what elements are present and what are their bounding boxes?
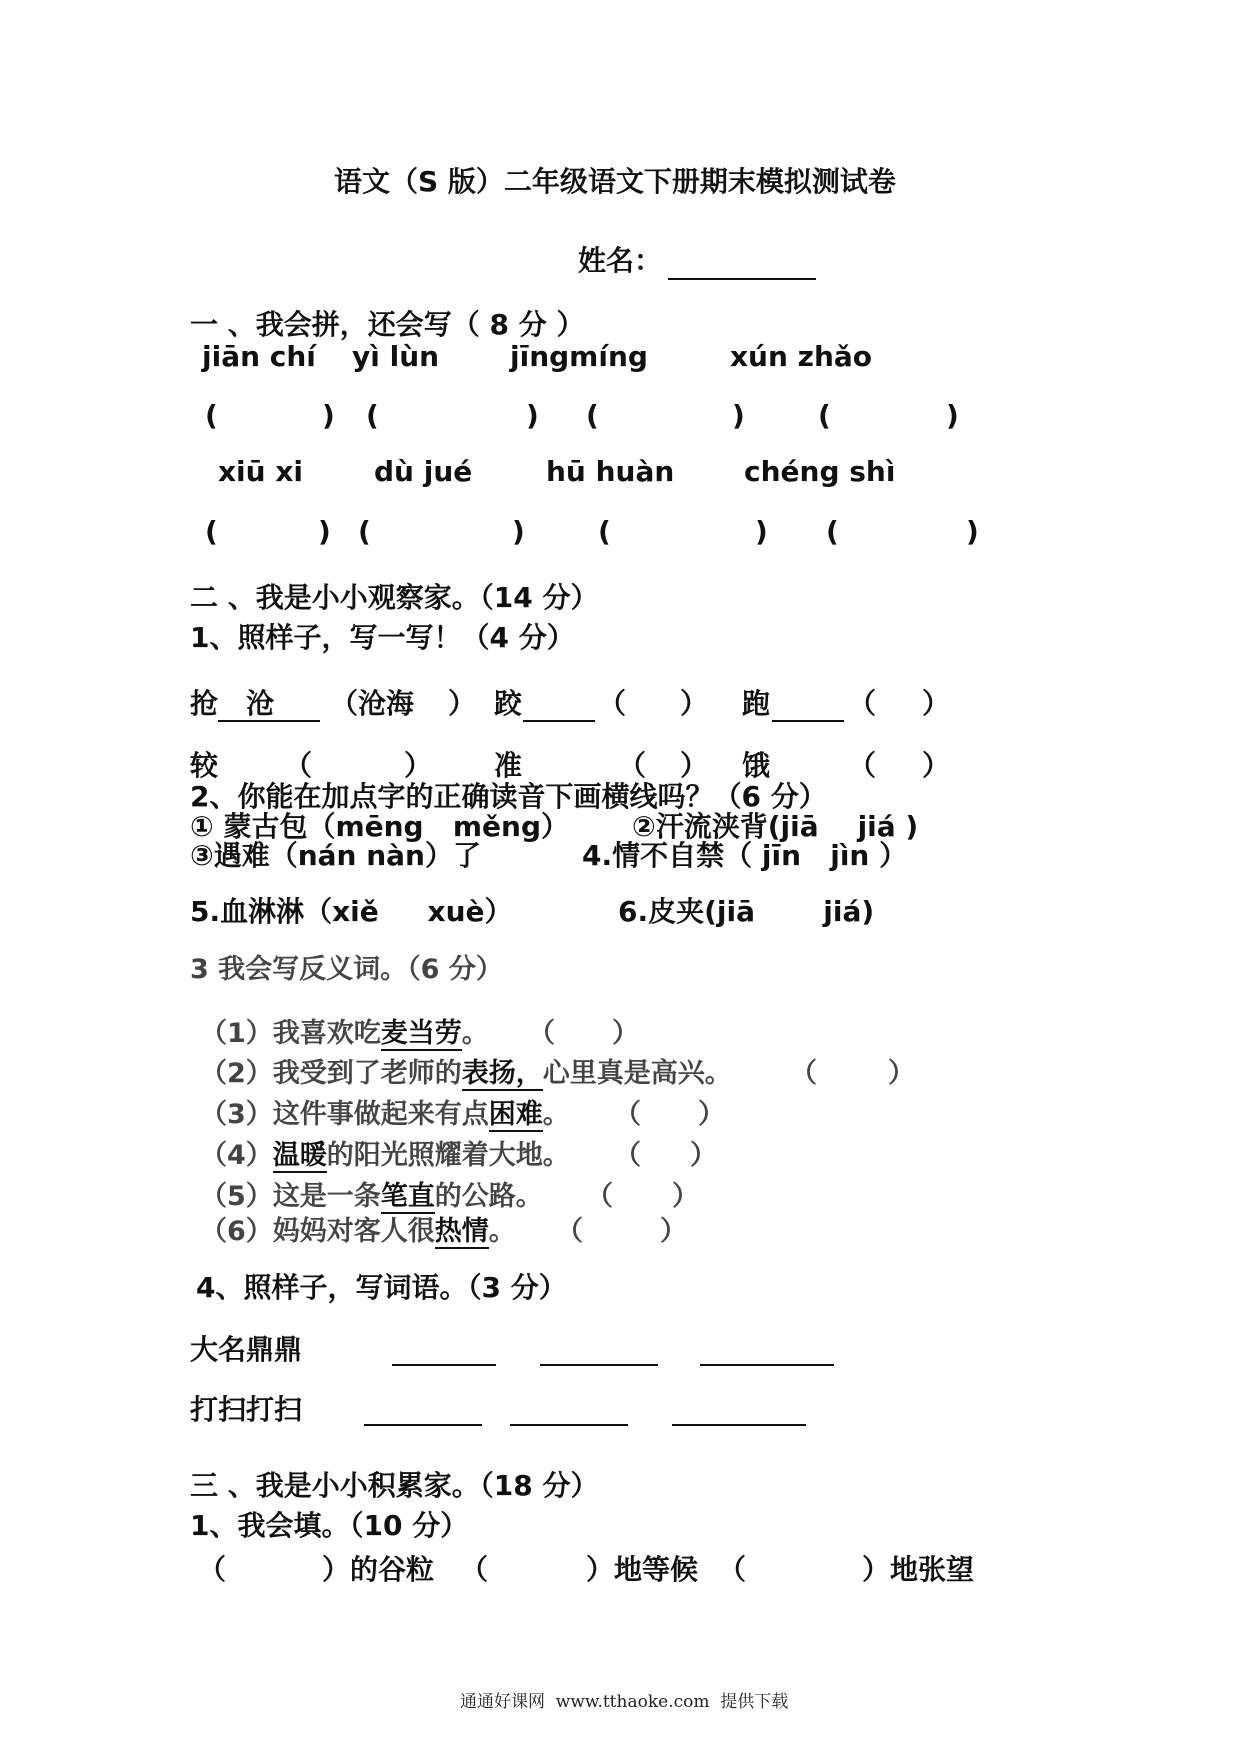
pinyin-item: jīngmíng (510, 340, 648, 373)
example-blank (218, 720, 320, 722)
answer-paren-close: ） (690, 1140, 717, 1171)
answer-paren-open: ( (358, 515, 371, 548)
answer-paren-open: ( (826, 515, 839, 548)
answer-paren-close: ） (680, 749, 709, 782)
item-number: （1） (200, 1018, 273, 1049)
answer-paren-close: ） (888, 1058, 915, 1089)
answer-paren-close: ) (512, 515, 525, 548)
answer-paren-open: ( (366, 399, 379, 432)
marked-word: 表扬， (461, 1058, 543, 1089)
sentence-text: 的公路。 (434, 1181, 543, 1212)
answer-blank[interactable] (540, 1364, 658, 1366)
pronunciation-item: ③遇难（nán nàn）了 (190, 839, 481, 872)
answer-blank[interactable] (392, 1364, 496, 1366)
marked-word: 笔直 (380, 1181, 435, 1212)
sentence-text: 我喜欢吃 (272, 1018, 381, 1049)
sentence-text: 这是一条 (272, 1181, 381, 1212)
answer-blank[interactable] (700, 1364, 834, 1366)
pinyin-item: chéng shì (744, 455, 896, 488)
pinyin-item: xún zhǎo (730, 340, 873, 373)
question-char: 较 (190, 749, 219, 782)
antonym-item (200, 1218, 516, 1245)
answer-blank[interactable] (672, 1424, 806, 1426)
answer-paren-open: ( (818, 399, 831, 432)
pronunciation-item: 5.血淋淋（xiě xuè） (190, 895, 513, 928)
answer-blank[interactable] (364, 1424, 482, 1426)
question-char: 跑 (742, 687, 771, 720)
answer-paren-close: ) (526, 399, 539, 432)
marked-word: 困难 (488, 1099, 543, 1130)
answer-paren-open: ( (205, 399, 218, 432)
page-title: 语文（S 版）二年级语文下册期末模拟测试卷 (334, 165, 896, 198)
antonym-item (200, 1142, 570, 1169)
footer-text: 通通好课网 www.tthaoke.com 提供下载 (460, 1692, 789, 1712)
example-fill: 沧 (246, 687, 275, 720)
name-blank[interactable] (668, 278, 816, 280)
answer-paren-open: （ (790, 1058, 817, 1089)
example-char: 抢 (190, 687, 219, 720)
answer-blank[interactable] (510, 1424, 628, 1426)
marked-word: 热情 (434, 1216, 489, 1247)
antonym-item (200, 1101, 570, 1128)
example-word: 打扫打扫 (190, 1393, 303, 1426)
answer-paren-open: ( (205, 515, 218, 548)
item-number: （3） (200, 1099, 273, 1130)
answer-paren-close: ) (755, 515, 768, 548)
item-number: （6） (200, 1216, 273, 1247)
name-label: 姓名： (578, 244, 663, 277)
pronunciation-item: ②汗流浃背(jiā jiá ) (632, 810, 919, 843)
answer-paren-open: ( (586, 399, 599, 432)
answer-paren-close: ) (322, 399, 335, 432)
answer-paren-open: （ (284, 749, 313, 782)
fill-phrase: ）地张望 (862, 1553, 975, 1586)
item-number: （2） (200, 1058, 273, 1089)
answer-paren-open: （ (586, 1181, 613, 1212)
pinyin-item: yì lùn (352, 340, 440, 373)
answer-paren-close: ） (612, 1018, 639, 1049)
sentence-text: 这件事做起来有点 (272, 1099, 489, 1130)
pronunciation-item: 6.皮夹(jiā jiá) (618, 895, 875, 928)
answer-paren-open: （ (598, 687, 627, 720)
answer-paren-close: ） (922, 687, 951, 720)
answer-paren-close: ) (318, 515, 331, 548)
answer-paren-open: （ (198, 1553, 227, 1586)
answer-paren-close: ） (680, 687, 709, 720)
answer-paren-open: （ (618, 749, 647, 782)
answer-paren-open: （ (848, 687, 877, 720)
example-word: （沧海 (330, 687, 415, 720)
answer-paren-close: ) (946, 399, 959, 432)
sentence-text: 妈妈对客人很 (272, 1216, 435, 1247)
sentence-text: 。 (488, 1216, 516, 1247)
pinyin-item: hū huàn (546, 455, 675, 488)
pronunciation-item: 4.情不自禁（ jīn jìn ） (582, 839, 908, 872)
example-word: 大名鼎鼎 (190, 1333, 303, 1366)
section-1-heading: 一 、我会拼，还会写（ 8 分 ） (190, 308, 585, 341)
sentence-text: 的阳光照耀着大地。 (326, 1140, 570, 1171)
antonym-item (200, 1020, 489, 1047)
answer-paren-open: （ (848, 749, 877, 782)
sentence-text: 。 (461, 1018, 489, 1049)
pronunciation-item: ① 蒙古包（mēng měng） (190, 810, 569, 843)
answer-paren-close: ） (698, 1099, 725, 1130)
section-2-heading: 二 、我是小小观察家。（14 分） (190, 581, 599, 614)
answer-paren-close: ） (404, 749, 433, 782)
antonym-item (200, 1183, 543, 1210)
answer-paren-open: （ (460, 1553, 489, 1586)
marked-word: 麦当劳 (380, 1018, 462, 1049)
answer-paren-open: （ (614, 1140, 641, 1171)
answer-paren-close: ） (660, 1216, 687, 1247)
question-heading: 1、照样子，写一写！（4 分） (190, 621, 575, 654)
answer-paren-close: ) (732, 399, 745, 432)
answer-paren-close: ） (922, 749, 951, 782)
sentence-text: 我受到了老师的 (272, 1058, 462, 1089)
antonym-item (200, 1060, 732, 1087)
answer-blank[interactable] (523, 720, 595, 722)
marked-word: 温暖 (272, 1140, 327, 1171)
question-heading: 1、我会填。（10 分） (190, 1509, 469, 1542)
pinyin-item: jiān chí (202, 340, 316, 373)
item-number: （4） (200, 1140, 273, 1171)
question-heading: 3 我会写反义词。（6 分） (190, 954, 503, 985)
question-heading: 2、你能在加点字的正确读音下画横线吗？（6 分） (190, 780, 827, 813)
paren-close: ） (448, 687, 477, 720)
pinyin-item: xiū xi (218, 455, 303, 488)
question-heading: 4、照样子，写词语。（3 分） (196, 1271, 567, 1304)
answer-paren-close: ) (966, 515, 979, 548)
answer-paren-open: （ (718, 1553, 747, 1586)
answer-paren-open: （ (556, 1216, 583, 1247)
question-char: 准 (494, 749, 523, 782)
answer-paren-open: （ (528, 1018, 555, 1049)
answer-paren-close: ） (672, 1181, 699, 1212)
pinyin-item: dù jué (374, 455, 473, 488)
answer-paren-open: ( (598, 515, 611, 548)
answer-paren-open: （ (614, 1099, 641, 1130)
answer-blank[interactable] (772, 720, 844, 722)
fill-phrase: ）的谷粒 (322, 1553, 435, 1586)
sentence-text: 心里真是高兴。 (542, 1058, 732, 1089)
item-number: （5） (200, 1181, 273, 1212)
question-char: 跤 (494, 687, 523, 720)
section-3-heading: 三 、我是小小积累家。（18 分） (190, 1469, 599, 1502)
fill-phrase: ）地等候 (586, 1553, 699, 1586)
question-char: 饿 (742, 749, 771, 782)
sentence-text: 。 (542, 1099, 570, 1130)
